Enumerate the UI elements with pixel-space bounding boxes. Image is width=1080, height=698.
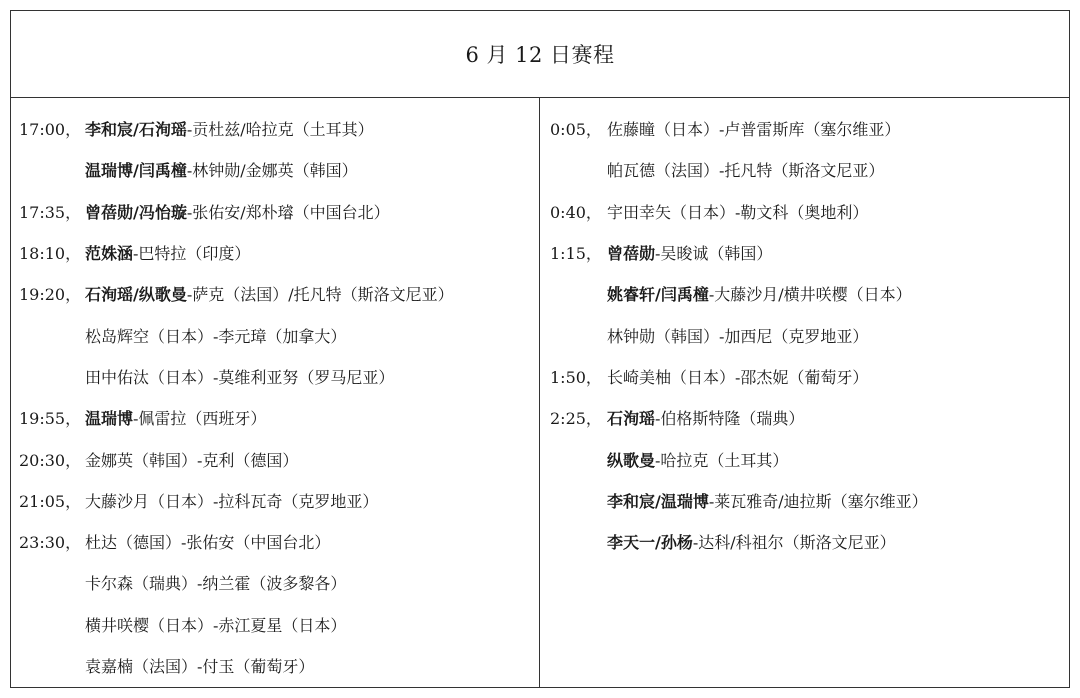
opponents: 袁嘉楠（法国）-付玉（葡萄牙） [85, 657, 315, 676]
opponents: 田中佑汰（日本）-莫维利亚努（罗马尼亚） [85, 367, 395, 387]
match-time: 20:30， [19, 450, 82, 470]
right-column [540, 98, 1069, 687]
match-time: 17:35， [19, 202, 82, 222]
schedule-row [19, 108, 539, 149]
chinese-players: 李和宸/温瑞博 [607, 491, 709, 511]
chinese-players: 纵歌曼 [607, 450, 656, 470]
chinese-players: 李天一/孙杨 [607, 533, 693, 553]
match-time: 1:15， [550, 244, 602, 264]
opponents: 帕瓦德（法国）-托凡特（斯洛文尼亚） [607, 161, 885, 181]
schedule-row [19, 273, 539, 314]
schedule-row [550, 314, 1069, 355]
schedule-row [19, 521, 539, 562]
opponents: 杜达（德国）-张佑安（中国台北） [85, 533, 331, 553]
schedule-row [19, 562, 539, 603]
chinese-players: 石洵瑶/纵歌曼 [85, 285, 187, 305]
match-time: 0:40， [550, 202, 602, 222]
opponents: 宇田幸矢（日本）-勒文科（奥地利） [607, 202, 869, 222]
schedule-row [19, 480, 539, 521]
opponents: -吴晙诚（韩国） [655, 244, 773, 264]
left-column [11, 98, 540, 687]
opponents: -大藤沙月/横井咲樱（日本） [708, 285, 912, 305]
schedule-row [550, 480, 1069, 521]
schedule-row [19, 645, 539, 686]
opponents: -巴特拉（印度） [133, 244, 251, 264]
opponents: 金娜英（韩国）-克利（德国） [85, 450, 299, 470]
opponents: -贡杜兹/哈拉克（土耳其） [186, 120, 374, 140]
chinese-players: 温瑞博/闫禹橦 [85, 161, 187, 181]
match-time: 18:10， [19, 244, 82, 264]
opponents: 佐藤瞳（日本）-卢普雷斯库（塞尔维亚） [607, 120, 901, 140]
chinese-players: 范姝涵 [85, 244, 134, 264]
schedule-row [19, 232, 539, 273]
opponents: 卡尔森（瑞典）-纳兰霍（波多黎各） [85, 574, 347, 594]
chinese-players: 姚睿轩/闫禹橦 [607, 285, 709, 305]
chinese-players: 曾蓓勋 [607, 244, 656, 264]
schedule-row [550, 108, 1069, 149]
opponents: 松岛辉空（日本）-李元璋（加拿大） [85, 326, 347, 346]
schedule-row [19, 356, 539, 397]
schedule-columns [11, 98, 1069, 687]
schedule-row [550, 521, 1069, 562]
match-time: 23:30， [19, 533, 82, 553]
schedule-row [550, 397, 1069, 438]
opponents: -莱瓦雅奇/迪拉斯（塞尔维亚） [708, 491, 928, 511]
schedule-row [550, 356, 1069, 397]
chinese-players: 李和宸/石洵瑶 [85, 120, 187, 140]
chinese-players: 石洵瑶 [607, 409, 656, 429]
schedule-row [19, 604, 539, 645]
opponents: -达科/科祖尔（斯洛文尼亚） [692, 533, 896, 553]
chinese-players: 曾蓓勋/冯怡璇 [85, 202, 187, 222]
match-time: 19:20， [19, 285, 82, 305]
schedule-row [550, 191, 1069, 232]
opponents: -哈拉克（土耳其） [655, 450, 789, 470]
schedule-row [19, 438, 539, 479]
schedule-row [19, 314, 539, 355]
match-time: 1:50， [550, 367, 602, 387]
opponents: -林钟勋/金娜英（韩国） [186, 161, 358, 181]
schedule-row [550, 232, 1069, 273]
opponents: -佩雷拉（西班牙） [133, 409, 267, 429]
match-time: 21:05， [19, 491, 82, 511]
schedule-row [550, 149, 1069, 190]
schedule-row [550, 273, 1069, 314]
opponents: 横井咲樱（日本）-赤江夏星（日本） [85, 615, 347, 635]
match-time: 17:00， [19, 120, 82, 140]
match-time: 19:55， [19, 409, 82, 429]
schedule-row [19, 149, 539, 190]
schedule-table [10, 10, 1070, 688]
match-time: 2:25， [550, 409, 602, 429]
schedule-title: 6 月 12 日赛程 [11, 11, 1069, 98]
chinese-players: 温瑞博 [85, 409, 134, 429]
schedule-row [19, 397, 539, 438]
opponents: 林钟勋（韩国）-加西尼（克罗地亚） [607, 326, 869, 346]
schedule-row [19, 191, 539, 232]
opponents: -伯格斯特隆（瑞典） [655, 409, 805, 429]
opponents: -萨克（法国）/托凡特（斯洛文尼亚） [186, 285, 454, 305]
schedule-row [550, 438, 1069, 479]
opponents: -张佑安/郑朴璿（中国台北） [186, 202, 390, 222]
opponents: 大藤沙月（日本）-拉科瓦奇（克罗地亚） [85, 491, 379, 511]
opponents: 长崎美柚（日本）-邵杰妮（葡萄牙） [607, 367, 869, 387]
match-time: 0:05， [550, 120, 602, 140]
